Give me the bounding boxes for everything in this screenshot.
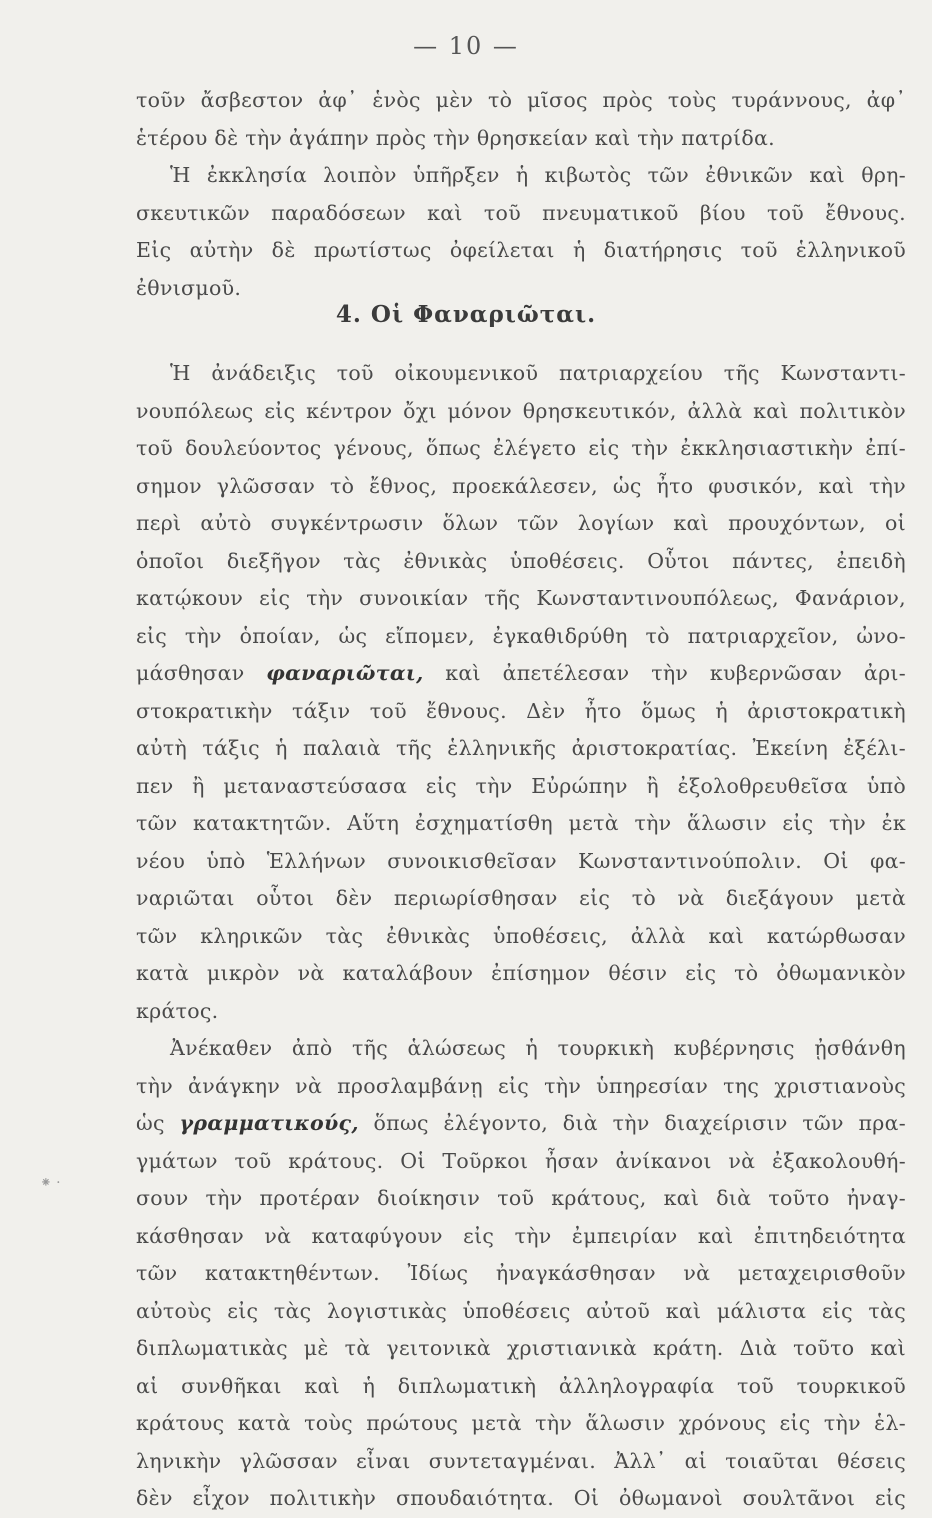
line-text: νέου ὑπὸ Ἑλλήνων συνοικισθεῖσαν Κωνσταντινούπολιν. Οἱ φα- <box>136 848 906 873</box>
text-line <box>136 393 906 431</box>
line-text: ὡς <box>136 1111 180 1135</box>
line-text: τῶν κατακτηθέντων. Ἰδίως ἠναγκάσθησαν νὰ μεταχειρισθοῦν <box>136 1261 906 1285</box>
line-text: τῶν κληρικῶν τὰς ἐθνικὰς ὑποθέσεις, ἀλλὰ καὶ κατώρθωσαν <box>136 923 906 948</box>
line-text: κατῴκουν εἰς τὴν συνοικίαν τῆς Κωνσταντινουπόλεως, Φανάριον, <box>136 586 906 610</box>
text-line <box>136 805 906 843</box>
text-line <box>136 655 906 693</box>
line-text: ναριῶται οὗτοι δὲν περιωρίσθησαν εἰς τὸ νὰ διεξάγουν μετὰ <box>136 886 906 910</box>
text-line <box>136 430 906 468</box>
line-text: διπλωματικὰς μὲ τὰ γειτονικὰ χριστιανικὰ κράτη. Διὰ τοῦτο καὶ <box>136 1336 906 1360</box>
line-text: αὐτὴ τάξις ἡ παλαιὰ τῆς ἑλληνικῆς ἀριστοκρατίας. Ἐκείνη ἐξέλι- <box>136 736 906 760</box>
line-text: ὁποῖοι διεξῆγον τὰς ἐθνικὰς ὑποθέσεις. Οὗτοι πάντες, ἐπειδὴ <box>136 548 906 573</box>
text-line <box>136 993 906 1031</box>
text-line <box>136 580 906 618</box>
text-line <box>136 505 906 543</box>
line-text: ληνικὴν γλῶσσαν εἶναι συντεταγμέναι. Ἀλλ᾽ αἱ τοιαῦται θέσεις <box>136 1448 906 1473</box>
text-line <box>136 1105 906 1143</box>
text-line: τοῦν ἄσβεστον ἀφ᾽ ἑνὸς μὲν τὸ μῖσος πρὸς τοὺς τυράννους, ἀφ᾽ <box>136 88 906 112</box>
text-line: Ἡ ἐκκλησία λοιπὸν ὑπῆρξεν ἡ κιβωτὸς τῶν ἐθνικῶν καὶ θρη- <box>170 163 906 187</box>
text-line: Εἰς αὐτὴν δὲ πρωτίστως ὀφείλεται ἡ διατήρησις τοῦ ἑλληνικοῦ <box>136 238 906 262</box>
line-text: σημον γλῶσσαν τὸ ἔθνος, προεκάλεσεν, ὡς ἦτο φυσικόν, καὶ τὴν <box>136 473 906 498</box>
line-text: κράτος. <box>136 998 219 1023</box>
line-text: μάσθησαν <box>136 661 267 685</box>
text-line <box>136 693 906 731</box>
line-text: πεν ἢ μεταναστεύσασα εἰς τὴν Εὐρώπην ἢ ἐξολοθρευθεῖσα ὑπὸ <box>136 773 906 798</box>
paragraph-block-phanariots <box>136 355 906 1518</box>
text-line: σκευτικῶν παραδόσεων καὶ τοῦ πνευματικοῦ βίου τοῦ ἔθνους. <box>136 200 906 225</box>
text-line <box>136 1293 906 1331</box>
line-text: κράτους κατὰ τοὺς πρώτους μετὰ τὴν ἅλωσιν χρόνους εἰς τὴν ἑλ- <box>136 1411 906 1435</box>
line-text: τὴν ἀνάγκην νὰ προσλαμβάνῃ εἰς τὴν ὑπηρεσίαν της χριστιανοὺς <box>136 1073 906 1098</box>
text-line <box>136 768 906 806</box>
line-text: νουπόλεως εἰς κέντρον ὄχι μόνον θρησκευτικόν, ἀλλὰ καὶ πολιτικὸν <box>136 398 906 423</box>
line-text: περὶ αὐτὸ συγκέντρωσιν ὅλων τῶν λογίων καὶ προυχόντων, οἱ <box>136 511 906 535</box>
line-text: δὲν εἶχον πολιτικὴν σπουδαιότητα. Οἱ ὀθωμανοὶ σουλτᾶνοι εἰς <box>136 1486 906 1510</box>
text-line <box>136 355 906 393</box>
line-text: αἱ συνθῆκαι καὶ ἡ διπλωματικὴ ἀλληλογραφία τοῦ τουρκικοῦ <box>136 1373 906 1398</box>
text-line <box>136 1180 906 1218</box>
text-line <box>136 1068 906 1106</box>
line-text: στοκρατικὴν τάξιν τοῦ ἔθνους. Δὲν ἦτο ὅμως ἡ ἀριστοκρατικὴ <box>136 698 906 723</box>
section-heading: 4. Οἱ Φαναριῶται. <box>335 301 597 328</box>
text-line <box>136 730 906 768</box>
line-text: σουν τὴν προτέραν διοίκησιν τοῦ κράτους, καὶ διὰ τοῦτο ἠναγ- <box>136 1186 906 1210</box>
paragraph-block-ecclesia <box>136 82 906 307</box>
margin-mark: ⁕ · <box>40 1175 61 1191</box>
text-line <box>136 1443 906 1481</box>
text-line <box>136 1255 906 1293</box>
line-text: γμάτων τοῦ κράτους. Οἱ Τοῦρκοι ἦσαν ἀνίκανοι νὰ ἐξακολουθή- <box>136 1148 906 1173</box>
text-line <box>136 618 906 656</box>
line-text: τῶν κατακτητῶν. Αὕτη ἐσχηματίσθη μετὰ τὴν ἅλωσιν εἰς τὴν ἐκ <box>136 811 906 835</box>
text-line <box>136 543 906 581</box>
text-line <box>136 918 906 956</box>
line-text: Ἀνέκαθεν ἀπὸ τῆς ἁλώσεως ἡ τουρκικὴ κυβέρνησις ᾐσθάνθη <box>170 1036 906 1060</box>
text-line <box>136 1368 906 1406</box>
text-line <box>136 880 906 918</box>
text-line <box>136 1405 906 1443</box>
line-text: Ἡ ἀνάδειξις τοῦ οἰκουμενικοῦ πατριαρχείου τῆς Κωνσταντι- <box>170 361 906 385</box>
text-line <box>136 468 906 506</box>
line-text: κάσθησαν νὰ καταφύγουν εἰς τὴν ἐμπειρίαν καὶ ἐπιτηδειότητα <box>136 1223 906 1248</box>
text-line <box>136 1143 906 1181</box>
text-line <box>136 1480 906 1518</box>
text-line <box>136 843 906 881</box>
emphasized-term: φαναριῶται, <box>266 661 424 685</box>
text-line: ἐθνισμοῦ. <box>136 275 242 300</box>
text-line <box>136 1218 906 1256</box>
line-text: αὐτοὺς εἰς τὰς λογιστικὰς ὑποθέσεις αὐτοῦ καὶ μάλιστα εἰς τὰς <box>136 1298 906 1323</box>
page-number: — 10 — <box>413 32 519 60</box>
text-line <box>136 955 906 993</box>
text-line: ἑτέρου δὲ τὴν ἀγάπην πρὸς τὴν θρησκείαν καὶ τὴν πατρίδα. <box>136 125 775 150</box>
line-text: τοῦ δουλεύοντος γένους, ὅπως ἐλέγετο εἰς τὴν ἐκκλησιαστικὴν ἐπί- <box>136 436 906 460</box>
line-text: ὅπως ἐλέγοντο, διὰ τὴν διαχείρισιν τῶν πρα- <box>358 1111 906 1135</box>
emphasized-term: γραμματικούς, <box>179 1111 359 1135</box>
text-line <box>136 1330 906 1368</box>
line-text: κατὰ μικρὸν νὰ καταλάβουν ἐπίσημον θέσιν εἰς τὸ ὀθωμανικὸν <box>136 961 906 985</box>
line-text: καὶ ἀπετέλεσαν τὴν κυβερνῶσαν ἀρι- <box>423 661 906 685</box>
text-line <box>136 1030 906 1068</box>
line-text: εἰς τὴν ὁποίαν, ὡς εἴπομεν, ἐγκαθιδρύθη τὸ πατριαρχεῖον, ὠνο- <box>136 623 906 648</box>
